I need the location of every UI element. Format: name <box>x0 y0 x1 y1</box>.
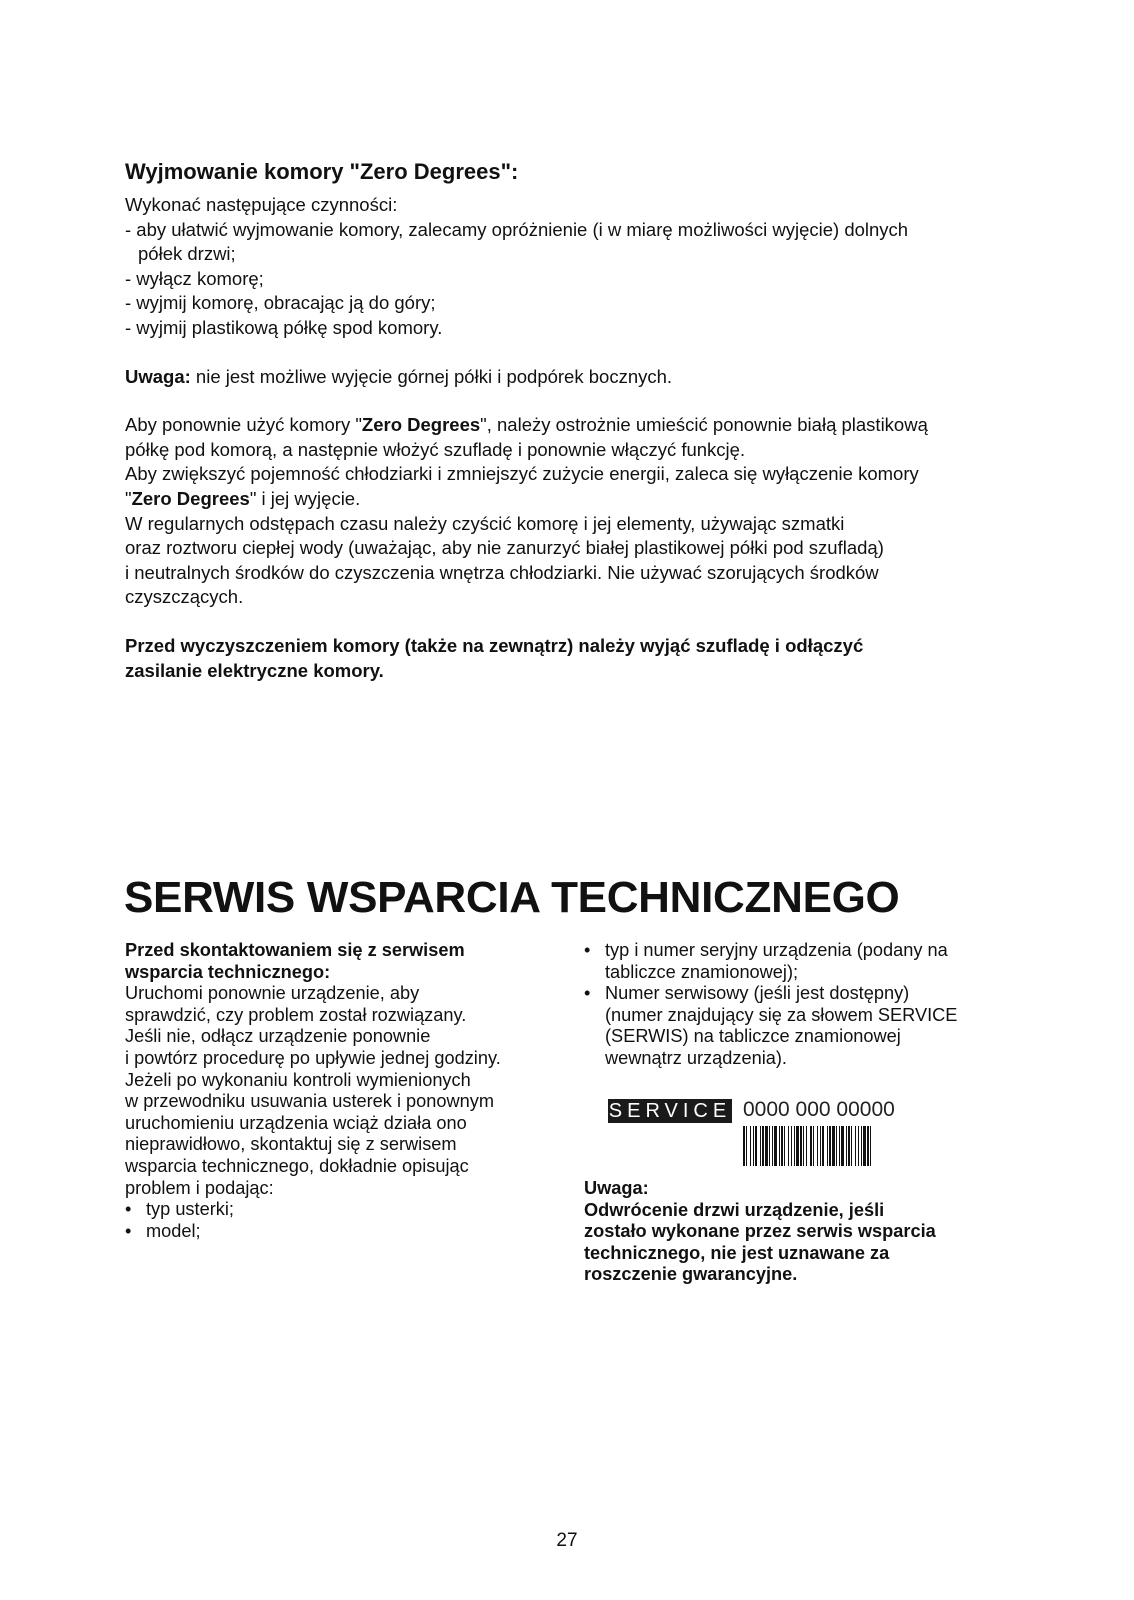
zero-degrees-section <box>125 158 1025 683</box>
body-line: Uruchomi ponownie urządzenie, aby <box>125 983 420 1004</box>
left-column <box>125 940 565 1242</box>
zero-degrees-bold: Zero Degrees <box>361 414 481 436</box>
service-number: 0000 000 00000 <box>743 1098 895 1121</box>
note-paragraph <box>125 365 1025 390</box>
list-item <box>584 983 1014 1069</box>
list-item <box>584 940 1014 983</box>
text-line: tabliczce znamionowej); <box>605 961 799 982</box>
warning-bold: zasilanie elektryczne komory. <box>125 659 384 681</box>
list-item-text <box>605 940 1014 983</box>
body-line: Jeśli nie, odłącz urządzenie ponownie <box>125 1026 431 1047</box>
note-label: Uwaga: <box>125 365 191 387</box>
section-heading: Wyjmowanie komory "Zero Degrees": <box>125 159 519 184</box>
intro-text: Wykonać następujące czynności: <box>125 194 398 215</box>
bullet-icon: • <box>125 1220 132 1241</box>
cleaning-paragraph-line: czyszczących. <box>125 586 244 608</box>
text-line: typ i numer seryjny urządzenia (podany na <box>605 940 948 960</box>
body-line: nieprawidłowo, skontaktuj się z serwisem <box>125 1134 457 1155</box>
service-label-badge: SERVICE <box>608 1100 732 1122</box>
note-line: zostało wykonane przez serwis wsparcia <box>584 1221 936 1242</box>
body-line: wsparcia technicznego, dokładnie opisując <box>125 1155 469 1176</box>
text-fragment: " <box>125 487 132 509</box>
cleaning-paragraph-line: W regularnych odstępach czasu należy czyścić komorę i jej elementy, używając szmatki <box>125 512 845 534</box>
text-line: (SERWIS) na tabliczce znamionowej <box>605 1026 901 1047</box>
text-fragment: " i jej wyjęcie. <box>249 487 361 509</box>
step-line: - wyjmij plastikową półkę spod komory. <box>125 316 443 338</box>
list-item-text <box>605 983 1014 1069</box>
capacity-paragraph-line: Aby zwiększyć pojemność chłodziarki i zmniejszyć zużycie energii, zaleca się wyłączenie komory <box>125 463 919 485</box>
text-fragment: Aby ponownie użyć komory " <box>125 414 362 436</box>
note-line: Odwrócenie drzwi urządzenie, jeśli <box>584 1199 885 1220</box>
note-label: Uwaga: <box>584 1178 649 1198</box>
note-text: nie jest możliwe wyjęcie górnej półki i podpórek bocznych. <box>190 365 673 387</box>
bullet-icon: • <box>584 983 591 1004</box>
list-item-text: model; <box>146 1220 201 1241</box>
body-line: problem i podając: <box>125 1177 274 1198</box>
reuse-paragraph-line <box>125 413 1025 438</box>
warranty-note <box>584 1178 1024 1286</box>
left-heading-line <box>125 962 565 984</box>
body-line: w przewodniku usuwania usterek i ponownym <box>125 1091 494 1112</box>
body-line: Jeżeli po wykonaniu kontroli wymienionych <box>125 1069 471 1090</box>
zero-degrees-bold: Zero Degrees <box>131 487 250 509</box>
bullet-icon: • <box>125 1199 132 1220</box>
note-line: roszczenie gwarancyjne. <box>584 1264 798 1285</box>
warning-line <box>125 659 1025 684</box>
text-line: (numer znajdujący się za słowem SERVICE <box>605 1004 958 1025</box>
note-line: technicznego, nie jest uznawane za <box>584 1242 890 1263</box>
list-item <box>125 1221 565 1243</box>
list-item <box>125 1199 565 1221</box>
left-heading-line <box>125 940 565 962</box>
cleaning-paragraph-line: i neutralnych środków do czyszczenia wnętrza chłodziarki. Nie używać szorujących środków <box>125 561 879 583</box>
warning-bold: Przed wyczyszczeniem komory (także na zewnątrz) należy wyjąć szufladę i odłączyć <box>125 634 864 656</box>
page-number: 27 <box>556 1530 578 1551</box>
bullet-icon: • <box>584 940 591 960</box>
right-column <box>584 940 1014 1070</box>
cleaning-paragraph-line: oraz roztworu ciepłej wody (uważając, aby nie zanurzyć białej plastikowej półki pod szufladą) <box>125 537 884 559</box>
step-line-continued: półek drzwi; <box>138 243 236 265</box>
list-item-text: typ usterki; <box>146 1199 234 1220</box>
body-line: i powtórz procedurę po upływie jednej godziny. <box>125 1047 501 1068</box>
heading-bold: wsparcia technicznego: <box>125 961 331 982</box>
reuse-paragraph-line: półkę pod komorą, a następnie włożyć szufladę i ponownie włączyć funkcję. <box>125 438 746 460</box>
service-section-title: SERWIS WSPARCIA TECHNICZNEGO <box>124 873 900 922</box>
heading-bold: Przed skontaktowaniem się z serwisem <box>125 940 465 960</box>
body-line: sprawdzić, czy problem został rozwiązany. <box>125 1004 467 1025</box>
step-line: - aby ułatwić wyjmowanie komory, zalecamy opróżnienie (i w miarę możliwości wyjęcie) dolnych <box>125 218 909 240</box>
step-line: - wyłącz komorę; <box>125 267 264 289</box>
body-line: uruchomieniu urządzenia wciąż działa ono <box>125 1112 467 1133</box>
capacity-paragraph-line <box>125 487 1025 512</box>
text-line: wewnątrz urządzenia). <box>605 1047 787 1068</box>
text-fragment: ", należy ostrożnie umieścić ponownie białą plastikową <box>480 414 928 436</box>
text-line: Numer serwisowy (jeśli jest dostępny) <box>605 983 910 1004</box>
step-line: - wyjmij komorę, obracając ją do góry; <box>125 292 436 314</box>
barcode-icon <box>743 1126 873 1166</box>
warning-line <box>125 634 1025 659</box>
